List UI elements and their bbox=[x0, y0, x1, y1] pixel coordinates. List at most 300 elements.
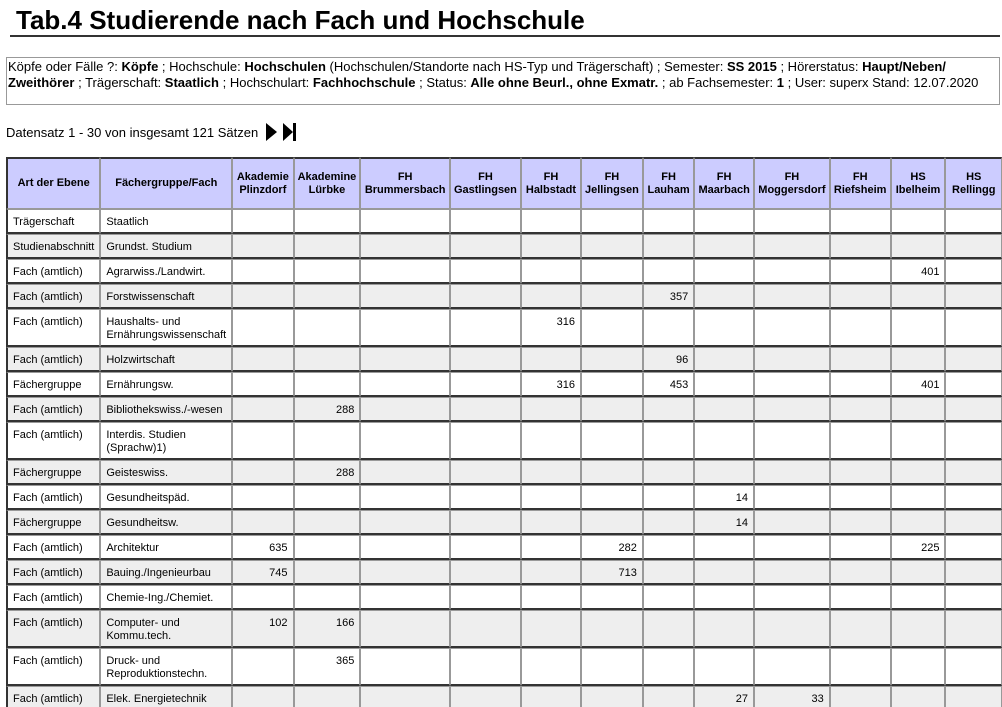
cell-value bbox=[294, 372, 361, 397]
cell-ebene: Fach (amtlich) bbox=[6, 397, 100, 422]
cell-value bbox=[521, 259, 581, 284]
cell-value bbox=[643, 686, 694, 707]
cell-value bbox=[945, 422, 1002, 460]
cell-value bbox=[581, 259, 643, 284]
cell-value bbox=[450, 648, 521, 686]
cell-fach: Grundst. Studium bbox=[100, 234, 232, 259]
cell-value bbox=[581, 372, 643, 397]
column-header[interactable] bbox=[450, 157, 521, 209]
cell-ebene: Fach (amtlich) bbox=[6, 347, 100, 372]
table-row bbox=[6, 585, 1002, 610]
cell-value bbox=[754, 560, 830, 585]
cell-value bbox=[694, 422, 754, 460]
cell-value bbox=[694, 259, 754, 284]
cell-value bbox=[830, 560, 891, 585]
cell-value bbox=[891, 309, 946, 347]
column-header-label: FH bbox=[397, 170, 413, 183]
cell-value bbox=[450, 610, 521, 648]
cell-value bbox=[294, 259, 361, 284]
column-header[interactable] bbox=[232, 157, 293, 209]
cell-value bbox=[945, 372, 1002, 397]
cell-value bbox=[754, 259, 830, 284]
cell-value bbox=[450, 284, 521, 309]
cell-ebene: Fächergruppe bbox=[6, 372, 100, 397]
cell-value: 282 bbox=[581, 535, 643, 560]
cell-value bbox=[581, 284, 643, 309]
cell-fach: Agrarwiss./Landwirt. bbox=[100, 259, 232, 284]
column-header[interactable] bbox=[294, 157, 361, 209]
cell-value bbox=[891, 585, 946, 610]
cell-value bbox=[891, 460, 946, 485]
filter-label-hoererstatus: ; Hörerstatus: bbox=[776, 59, 863, 74]
cell-value bbox=[754, 648, 830, 686]
cell-value bbox=[294, 560, 361, 585]
cell-ebene: Fach (amtlich) bbox=[6, 648, 100, 686]
cell-value bbox=[945, 560, 1002, 585]
cell-value bbox=[643, 234, 694, 259]
column-header-label: Akademie bbox=[236, 170, 289, 183]
cell-value bbox=[360, 234, 450, 259]
cell-value bbox=[360, 309, 450, 347]
table-row bbox=[6, 648, 1002, 686]
cell-value bbox=[643, 397, 694, 422]
cell-value bbox=[294, 234, 361, 259]
cell-fach: Computer- und Kommu.tech. bbox=[100, 610, 232, 648]
column-header[interactable] bbox=[360, 157, 450, 209]
cell-fach: Bibliothekswiss./-wesen bbox=[100, 397, 232, 422]
cell-fach: Gesundheitspäd. bbox=[100, 485, 232, 510]
filter-user-stand: ; User: superx Stand: 12.07.2020 bbox=[783, 75, 979, 90]
cell-value bbox=[294, 347, 361, 372]
cell-value bbox=[891, 422, 946, 460]
cell-fach: Architektur bbox=[100, 535, 232, 560]
table-row bbox=[6, 209, 1002, 234]
cell-value bbox=[643, 485, 694, 510]
filter-value-hoererstatus: Haupt/Neben/ Zweithörer bbox=[8, 59, 946, 90]
cell-value bbox=[891, 397, 946, 422]
cell-value bbox=[945, 686, 1002, 707]
cell-value bbox=[694, 585, 754, 610]
cell-value bbox=[581, 347, 643, 372]
filter-value-hochschulart: Fachhochschule bbox=[312, 75, 416, 90]
cell-value bbox=[830, 284, 891, 309]
cell-value bbox=[754, 535, 830, 560]
cell-value bbox=[694, 372, 754, 397]
cell-value bbox=[643, 610, 694, 648]
cell-value bbox=[581, 510, 643, 535]
column-header[interactable] bbox=[100, 157, 232, 209]
table-row bbox=[6, 460, 1002, 485]
filter-value-traegerschaft: Staatlich bbox=[164, 75, 219, 90]
cell-value bbox=[694, 309, 754, 347]
cell-ebene: Fach (amtlich) bbox=[6, 686, 100, 707]
cell-ebene: Fach (amtlich) bbox=[6, 259, 100, 284]
cell-value bbox=[643, 422, 694, 460]
cell-fach: Holzwirtschaft bbox=[100, 347, 232, 372]
cell-value bbox=[754, 209, 830, 234]
cell-ebene: Fach (amtlich) bbox=[6, 284, 100, 309]
cell-value: 453 bbox=[643, 372, 694, 397]
cell-value bbox=[521, 510, 581, 535]
cell-value bbox=[830, 209, 891, 234]
cell-value bbox=[830, 535, 891, 560]
table-body bbox=[6, 209, 1002, 707]
cell-value bbox=[754, 610, 830, 648]
filter-value-hochschule: Hochschulen bbox=[244, 59, 326, 74]
cell-value bbox=[945, 485, 1002, 510]
cell-value: 288 bbox=[294, 397, 361, 422]
cell-value bbox=[360, 347, 450, 372]
table-container[interactable] bbox=[6, 157, 1002, 707]
cell-value bbox=[450, 560, 521, 585]
cell-value bbox=[360, 686, 450, 707]
next-page-icon bbox=[264, 122, 278, 142]
filter-value-status: Alle ohne Beurl., ohne Exmatr. bbox=[470, 75, 659, 90]
cell-value bbox=[360, 535, 450, 560]
filter-note-hochschule: (Hochschulen/Standorte nach HS-Typ und Trägerschaft) ; Semester: bbox=[325, 59, 727, 74]
cell-value bbox=[891, 284, 946, 309]
cell-ebene: Fach (amtlich) bbox=[6, 485, 100, 510]
cell-value bbox=[232, 309, 293, 347]
column-header-label: FH bbox=[543, 170, 559, 183]
cell-value bbox=[891, 485, 946, 510]
column-header-label: Halbstadt bbox=[525, 183, 576, 196]
cell-value bbox=[754, 585, 830, 610]
cell-value bbox=[581, 397, 643, 422]
cell-fach: Druck- und Reproduktionstechn. bbox=[100, 648, 232, 686]
filter-value-koepfe: Köpfe bbox=[121, 59, 159, 74]
cell-value bbox=[232, 397, 293, 422]
cell-value bbox=[694, 535, 754, 560]
cell-fach: Interdis. Studien (Sprachw)1) bbox=[100, 422, 232, 460]
column-header[interactable] bbox=[581, 157, 643, 209]
filter-value-semester: SS 2015 bbox=[726, 59, 777, 74]
cell-value: 365 bbox=[294, 648, 361, 686]
cell-value bbox=[830, 686, 891, 707]
cell-value bbox=[694, 560, 754, 585]
cell-value bbox=[521, 610, 581, 648]
cell-value bbox=[450, 460, 521, 485]
cell-value bbox=[450, 485, 521, 510]
cell-value bbox=[450, 686, 521, 707]
cell-value: 102 bbox=[232, 610, 293, 648]
last-page-button[interactable] bbox=[282, 122, 298, 142]
cell-value bbox=[521, 560, 581, 585]
cell-value bbox=[945, 259, 1002, 284]
column-header[interactable] bbox=[891, 157, 946, 209]
cell-value bbox=[830, 610, 891, 648]
cell-value bbox=[694, 209, 754, 234]
cell-value bbox=[694, 234, 754, 259]
filter-label-status: ; Status: bbox=[415, 75, 471, 90]
cell-fach: Forstwissenschaft bbox=[100, 284, 232, 309]
cell-value bbox=[581, 209, 643, 234]
cell-value bbox=[581, 610, 643, 648]
cell-value bbox=[945, 397, 1002, 422]
results-table bbox=[6, 157, 1002, 707]
column-header-label: Maarbach bbox=[698, 183, 750, 196]
cell-value: 33 bbox=[754, 686, 830, 707]
cell-ebene: Trägerschaft bbox=[6, 209, 100, 234]
cell-value bbox=[450, 372, 521, 397]
cell-value bbox=[891, 510, 946, 535]
cell-value bbox=[294, 585, 361, 610]
cell-value bbox=[232, 460, 293, 485]
column-header-label: Rellingg bbox=[952, 183, 996, 196]
cell-value bbox=[945, 209, 1002, 234]
cell-value bbox=[294, 485, 361, 510]
cell-value bbox=[643, 535, 694, 560]
filter-label-traegerschaft: ; Trägerschaft: bbox=[74, 75, 165, 90]
cell-value bbox=[581, 648, 643, 686]
column-header[interactable] bbox=[945, 157, 1002, 209]
column-header[interactable] bbox=[6, 157, 100, 209]
cell-value: 14 bbox=[694, 510, 754, 535]
cell-value: 357 bbox=[643, 284, 694, 309]
cell-value bbox=[581, 309, 643, 347]
last-page-icon bbox=[282, 122, 298, 142]
cell-ebene: Studienabschnitt bbox=[6, 234, 100, 259]
cell-fach: Haushalts- und Ernährungswissenschaft bbox=[100, 309, 232, 347]
cell-value bbox=[754, 397, 830, 422]
cell-value bbox=[891, 560, 946, 585]
cell-value: 635 bbox=[232, 535, 293, 560]
cell-value bbox=[830, 397, 891, 422]
cell-fach: Geisteswiss. bbox=[100, 460, 232, 485]
cell-value bbox=[643, 460, 694, 485]
column-header-label: Lürbke bbox=[308, 183, 346, 196]
cell-value bbox=[891, 610, 946, 648]
cell-fach: Bauing./Ingenieurbau bbox=[100, 560, 232, 585]
cell-value bbox=[294, 422, 361, 460]
column-header-label: FH bbox=[784, 170, 800, 183]
cell-value bbox=[694, 460, 754, 485]
cell-value bbox=[360, 610, 450, 648]
filter-label-koepfe: Köpfe oder Fälle ?: bbox=[8, 59, 122, 74]
cell-value: 14 bbox=[694, 485, 754, 510]
cell-value bbox=[521, 284, 581, 309]
filter-label-fachsemester: ; ab Fachsemester: bbox=[658, 75, 777, 90]
cell-value bbox=[891, 347, 946, 372]
cell-fach: Elek. Energietechnik bbox=[100, 686, 232, 707]
cell-value bbox=[450, 510, 521, 535]
cell-value bbox=[830, 460, 891, 485]
cell-value bbox=[450, 259, 521, 284]
cell-value bbox=[450, 347, 521, 372]
column-header-label: Lauham bbox=[647, 183, 690, 196]
cell-value bbox=[754, 485, 830, 510]
cell-value bbox=[521, 422, 581, 460]
column-header[interactable] bbox=[643, 157, 694, 209]
cell-value bbox=[521, 397, 581, 422]
column-header[interactable] bbox=[521, 157, 581, 209]
cell-value bbox=[945, 585, 1002, 610]
cell-value bbox=[754, 309, 830, 347]
cell-value bbox=[945, 234, 1002, 259]
column-header-label: Brummersbach bbox=[364, 183, 446, 196]
cell-value bbox=[232, 422, 293, 460]
column-header-label: Akademine bbox=[297, 170, 357, 183]
filter-label-hochschulart: ; Hochschulart: bbox=[218, 75, 313, 90]
cell-value bbox=[232, 648, 293, 686]
cell-ebene: Fach (amtlich) bbox=[6, 560, 100, 585]
cell-value bbox=[643, 209, 694, 234]
column-header-label: Plinzdorf bbox=[239, 183, 287, 196]
cell-value bbox=[450, 422, 521, 460]
cell-value bbox=[521, 234, 581, 259]
filter-label-hochschule: ; Hochschule: bbox=[158, 59, 245, 74]
cell-value bbox=[581, 234, 643, 259]
cell-value bbox=[830, 510, 891, 535]
cell-value bbox=[945, 648, 1002, 686]
cell-value bbox=[521, 535, 581, 560]
cell-value bbox=[754, 460, 830, 485]
cell-value bbox=[891, 648, 946, 686]
cell-value bbox=[521, 485, 581, 510]
cell-value bbox=[232, 347, 293, 372]
cell-ebene: Fach (amtlich) bbox=[6, 309, 100, 347]
table-row bbox=[6, 485, 1002, 510]
column-header[interactable] bbox=[830, 157, 891, 209]
cell-value bbox=[360, 648, 450, 686]
cell-value bbox=[450, 234, 521, 259]
cell-value: 401 bbox=[891, 259, 946, 284]
cell-value bbox=[360, 510, 450, 535]
cell-value bbox=[754, 422, 830, 460]
cell-value: 96 bbox=[643, 347, 694, 372]
column-header-label: HS bbox=[966, 170, 982, 183]
table-row bbox=[6, 510, 1002, 535]
cell-value bbox=[830, 347, 891, 372]
cell-value bbox=[360, 259, 450, 284]
cell-value bbox=[294, 686, 361, 707]
cell-value bbox=[754, 284, 830, 309]
cell-value bbox=[945, 347, 1002, 372]
cell-value bbox=[360, 397, 450, 422]
cell-value: 713 bbox=[581, 560, 643, 585]
table-row bbox=[6, 372, 1002, 397]
column-header-label: HS bbox=[910, 170, 926, 183]
cell-value bbox=[450, 309, 521, 347]
table-row bbox=[6, 422, 1002, 460]
table-row bbox=[6, 284, 1002, 309]
cell-value bbox=[360, 422, 450, 460]
table-row bbox=[6, 234, 1002, 259]
cell-value: 316 bbox=[521, 309, 581, 347]
cell-value bbox=[830, 422, 891, 460]
column-header-label: FH bbox=[716, 170, 732, 183]
cell-value bbox=[945, 610, 1002, 648]
cell-ebene: Fächergruppe bbox=[6, 460, 100, 485]
cell-value bbox=[830, 585, 891, 610]
cell-value bbox=[694, 610, 754, 648]
record-navigation bbox=[6, 120, 298, 144]
column-header[interactable] bbox=[694, 157, 754, 209]
cell-value bbox=[581, 460, 643, 485]
cell-fach: Chemie-Ing./Chemiet. bbox=[100, 585, 232, 610]
cell-value bbox=[581, 686, 643, 707]
cell-value bbox=[694, 347, 754, 372]
cell-value: 166 bbox=[294, 610, 361, 648]
cell-value bbox=[294, 309, 361, 347]
cell-ebene: Fach (amtlich) bbox=[6, 535, 100, 560]
cell-value bbox=[521, 460, 581, 485]
cell-value bbox=[360, 585, 450, 610]
cell-value bbox=[360, 372, 450, 397]
cell-value bbox=[694, 284, 754, 309]
cell-value: 225 bbox=[891, 535, 946, 560]
cell-value bbox=[294, 535, 361, 560]
record-count: Datensatz 1 - 30 von insgesamt 121 Sätzen bbox=[6, 124, 259, 140]
cell-value: 288 bbox=[294, 460, 361, 485]
cell-value bbox=[232, 585, 293, 610]
cell-value bbox=[643, 259, 694, 284]
cell-value bbox=[360, 209, 450, 234]
cell-value bbox=[945, 284, 1002, 309]
column-header[interactable] bbox=[754, 157, 830, 209]
table-row bbox=[6, 397, 1002, 422]
cell-value bbox=[830, 648, 891, 686]
cell-value bbox=[891, 234, 946, 259]
cell-value bbox=[294, 209, 361, 234]
cell-value bbox=[830, 372, 891, 397]
cell-value bbox=[830, 485, 891, 510]
cell-value bbox=[450, 585, 521, 610]
cell-value bbox=[945, 510, 1002, 535]
table-header-row bbox=[6, 157, 1002, 209]
cell-value bbox=[830, 309, 891, 347]
cell-fach: Staatlich bbox=[100, 209, 232, 234]
column-header-label: Ibelheim bbox=[895, 183, 941, 196]
cell-value bbox=[360, 284, 450, 309]
cell-value: 27 bbox=[694, 686, 754, 707]
cell-value bbox=[643, 560, 694, 585]
table-row bbox=[6, 259, 1002, 284]
cell-value bbox=[643, 510, 694, 535]
cell-value bbox=[521, 585, 581, 610]
cell-value bbox=[521, 686, 581, 707]
cell-value bbox=[830, 259, 891, 284]
next-page-button[interactable] bbox=[264, 122, 278, 142]
cell-value bbox=[521, 648, 581, 686]
cell-value bbox=[830, 234, 891, 259]
cell-value bbox=[521, 209, 581, 234]
column-header-label: FH bbox=[852, 170, 868, 183]
cell-value bbox=[232, 209, 293, 234]
column-header-label: FH bbox=[604, 170, 620, 183]
cell-value bbox=[360, 560, 450, 585]
cell-value bbox=[945, 309, 1002, 347]
filter-value-fachsemester: 1 bbox=[776, 75, 784, 90]
table-row bbox=[6, 309, 1002, 347]
cell-value bbox=[581, 485, 643, 510]
column-header-label: FH bbox=[478, 170, 493, 183]
table-row bbox=[6, 347, 1002, 372]
cell-value bbox=[754, 234, 830, 259]
cell-value bbox=[294, 510, 361, 535]
column-header-label: Gastlingsen bbox=[453, 183, 517, 196]
cell-value bbox=[232, 372, 293, 397]
cell-value bbox=[694, 397, 754, 422]
cell-fach: Gesundheitsw. bbox=[100, 510, 232, 535]
cell-value bbox=[232, 510, 293, 535]
cell-value bbox=[754, 347, 830, 372]
cell-value bbox=[945, 460, 1002, 485]
column-header-label: Moggersdorf bbox=[758, 183, 826, 196]
column-header-label: Jellingsen bbox=[585, 183, 639, 196]
cell-value bbox=[643, 648, 694, 686]
cell-value bbox=[891, 209, 946, 234]
